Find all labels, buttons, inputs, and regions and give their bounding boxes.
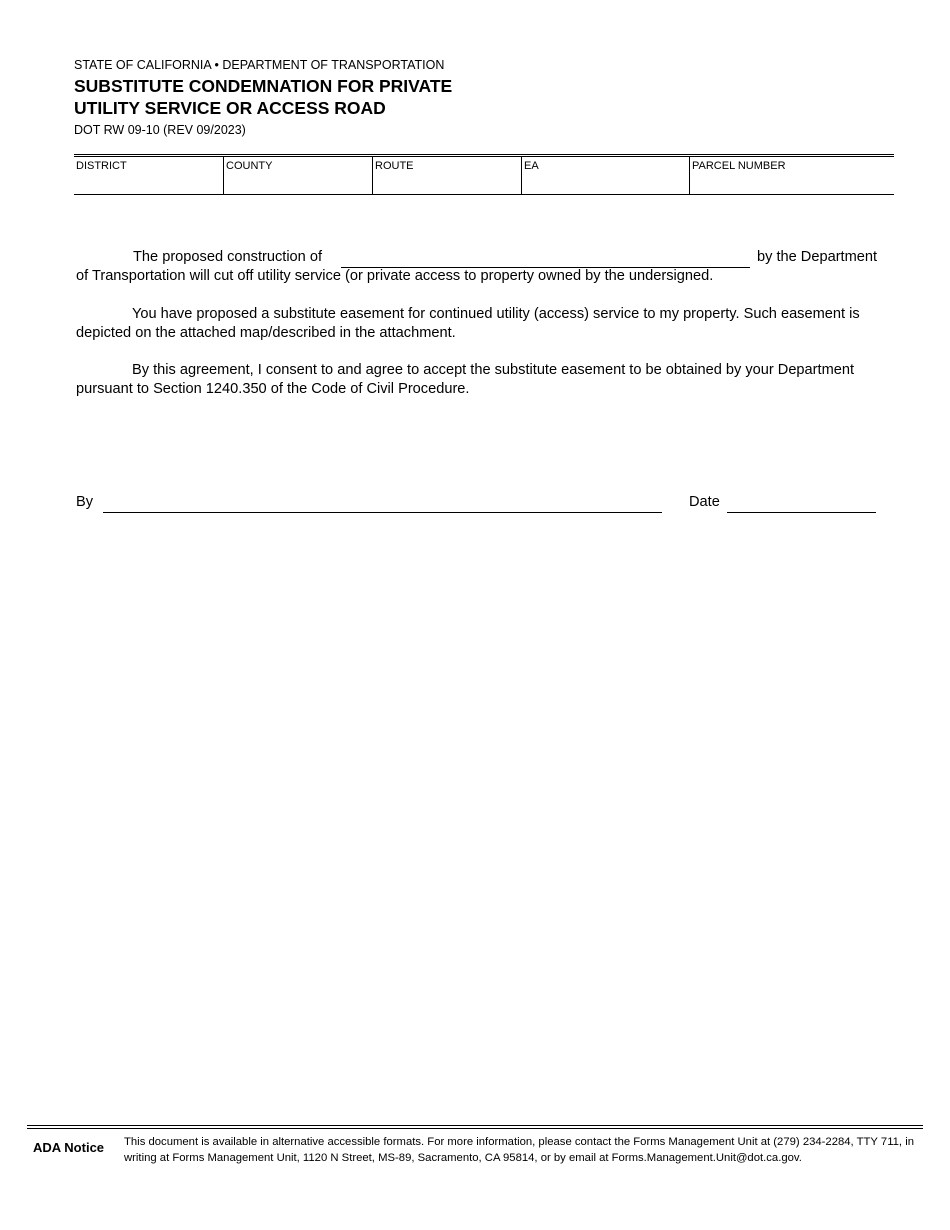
county-input[interactable]	[227, 172, 369, 192]
form-title-line-1: SUBSTITUTE CONDEMNATION FOR PRIVATE	[74, 76, 453, 96]
paragraph-1-prefix: The proposed construction of	[133, 249, 323, 265]
ada-notice-label: ADA Notice	[33, 1140, 105, 1155]
county-label: COUNTY	[226, 160, 273, 172]
paragraph-3	[76, 361, 888, 399]
ada-notice-text: This document is available in alternative accessible formats. For more information, please contact the Forms Management Unit at (279) 234-2284, TTY 711, in writing at Forms Management Unit, 1120 N Street, MS-89, Sacramento, CA 95814, or by email at Forms.Management.Unit@dot.ca.gov.	[124, 1136, 914, 1164]
route-cell	[372, 157, 521, 194]
ea-cell	[521, 157, 689, 194]
by-label: By	[76, 494, 94, 510]
district-label: DISTRICT	[76, 160, 127, 172]
signature-date-input[interactable]	[727, 494, 876, 513]
date-label: Date	[689, 494, 720, 510]
parcel-number-cell	[689, 157, 894, 194]
proposed-construction-input[interactable]	[341, 249, 750, 268]
district-cell	[74, 157, 223, 194]
parcel-number-label: PARCEL NUMBER	[692, 160, 786, 172]
identification-fields-row	[74, 154, 894, 195]
paragraph-1-line-2: of Transportation will cut off utility service (or private access to property owned by the undersigned.	[76, 268, 714, 284]
footer-divider	[27, 1125, 923, 1129]
ea-input[interactable]	[525, 172, 686, 192]
route-input[interactable]	[376, 172, 518, 192]
paragraph-1-suffix: by the Department	[757, 249, 878, 265]
form-number: DOT RW 09-10 (REV 09/2023)	[74, 123, 246, 137]
route-label: ROUTE	[375, 160, 414, 172]
agency-header: STATE OF CALIFORNIA • DEPARTMENT OF TRANSPORTATION	[74, 58, 445, 72]
ea-label: EA	[524, 160, 539, 172]
form-title-line-2: UTILITY SERVICE OR ACCESS ROAD	[74, 98, 386, 118]
parcel-number-input[interactable]	[693, 172, 891, 192]
paragraph-3-text: By this agreement, I consent to and agree to accept the substitute easement to be obtained by your Department pursuant to Section 1240.350 of the Code of Civil Procedure.	[76, 362, 855, 397]
signature-by-input[interactable]	[103, 494, 662, 513]
district-input[interactable]	[77, 172, 220, 192]
county-cell	[223, 157, 372, 194]
form-title	[74, 75, 452, 119]
paragraph-2	[76, 305, 888, 343]
paragraph-2-text: You have proposed a substitute easement for continued utility (access) service to my property. Such easement is depicted on the attached map/described in the attachment.	[76, 306, 860, 341]
